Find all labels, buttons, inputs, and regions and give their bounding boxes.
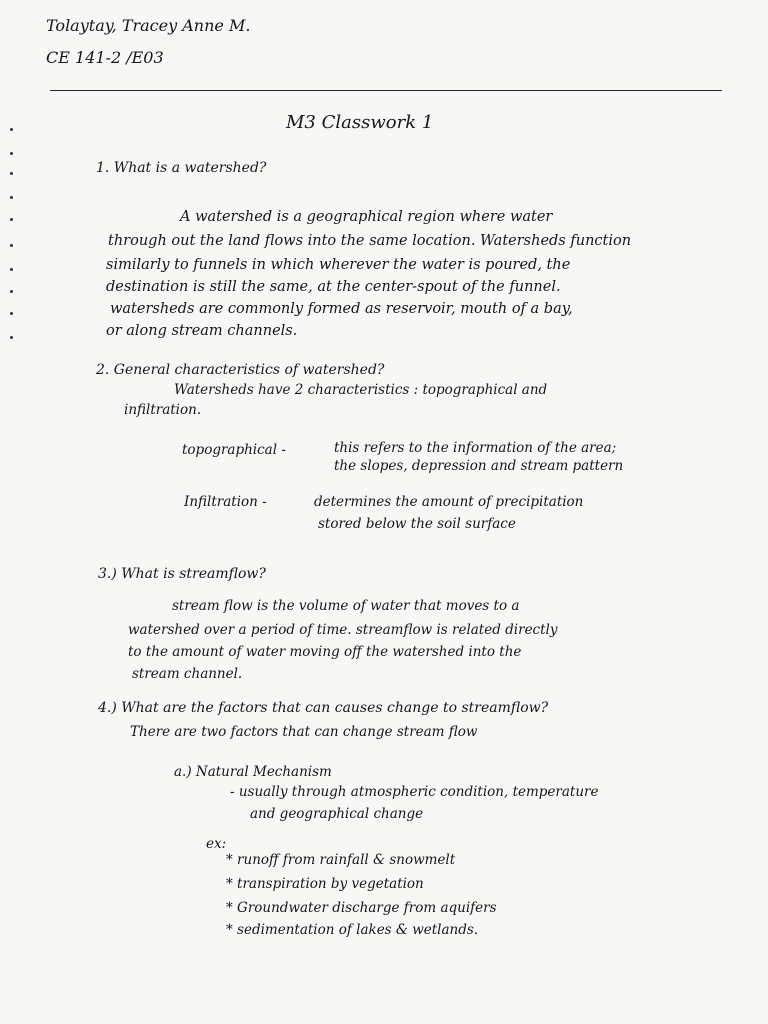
margin-mark [10, 336, 13, 339]
term-infiltration: Infiltration - [184, 494, 267, 510]
answer-1-line: watersheds are commonly formed as reservoir, mouth of a bay, [110, 301, 573, 317]
margin-mark [10, 128, 13, 131]
answer-2-intro: Watersheds have 2 characteristics : topographical and [174, 382, 548, 398]
factor-description: and geographical change [250, 806, 424, 822]
answer-3-line: watershed over a period of time. streamflow is related directly [128, 622, 558, 638]
answer-2-intro: infiltration. [124, 402, 202, 418]
example-item: * Groundwater discharge from aquifers [226, 900, 497, 916]
definition-infiltration: stored below the soil surface [318, 516, 516, 532]
definition-infiltration: determines the amount of precipitation [314, 494, 584, 510]
margin-mark [10, 152, 13, 155]
answer-1-line: A watershed is a geographical region where water [180, 209, 553, 225]
course-code: CE 141-2 /E03 [46, 48, 164, 67]
example-item: * runoff from rainfall & snowmelt [226, 852, 456, 868]
question-4: 4.) What are the factors that can causes change to streamflow? [98, 700, 549, 716]
answer-1-line: or along stream channels. [106, 323, 298, 339]
answer-4: There are two factors that can change stream flow [130, 724, 478, 740]
example-item: * transpiration by vegetation [226, 876, 424, 892]
answer-1-line: destination is still the same, at the center-spout of the funnel. [106, 279, 561, 295]
answer-3-line: stream flow is the volume of water that moves to a [172, 598, 520, 614]
example-item: * sedimentation of lakes & wetlands. [226, 922, 479, 938]
margin-mark [10, 312, 13, 315]
header-rule [50, 90, 722, 91]
student-name: Tolaytay, Tracey Anne M. [46, 16, 251, 35]
answer-1-line: similarly to funnels in which wherever the water is poured, the [106, 257, 571, 273]
margin-mark [10, 218, 13, 221]
answer-3-line: stream channel. [132, 666, 243, 682]
margin-mark [10, 268, 13, 271]
definition-topographical: the slopes, depression and stream pattern [334, 458, 624, 474]
margin-mark [10, 172, 13, 175]
answer-1-line: through out the land flows into the same location. Watersheds function [108, 233, 632, 249]
definition-topographical: this refers to the information of the area; [334, 440, 617, 456]
margin-mark [10, 196, 13, 199]
examples-label: ex: [206, 836, 227, 852]
answer-3-line: to the amount of water moving off the watershed into the [128, 644, 522, 660]
factor-heading: a.) Natural Mechanism [174, 764, 332, 780]
margin-mark [10, 290, 13, 293]
term-topographical: topographical - [182, 442, 286, 458]
question-1: 1. What is a watershed? [96, 160, 267, 176]
page-title: M3 Classwork 1 [286, 112, 434, 133]
factor-description: - usually through atmospheric condition, temperature [230, 784, 599, 800]
question-2: 2. General characteristics of watershed? [96, 362, 385, 378]
question-3: 3.) What is streamflow? [98, 566, 266, 582]
margin-mark [10, 244, 13, 247]
